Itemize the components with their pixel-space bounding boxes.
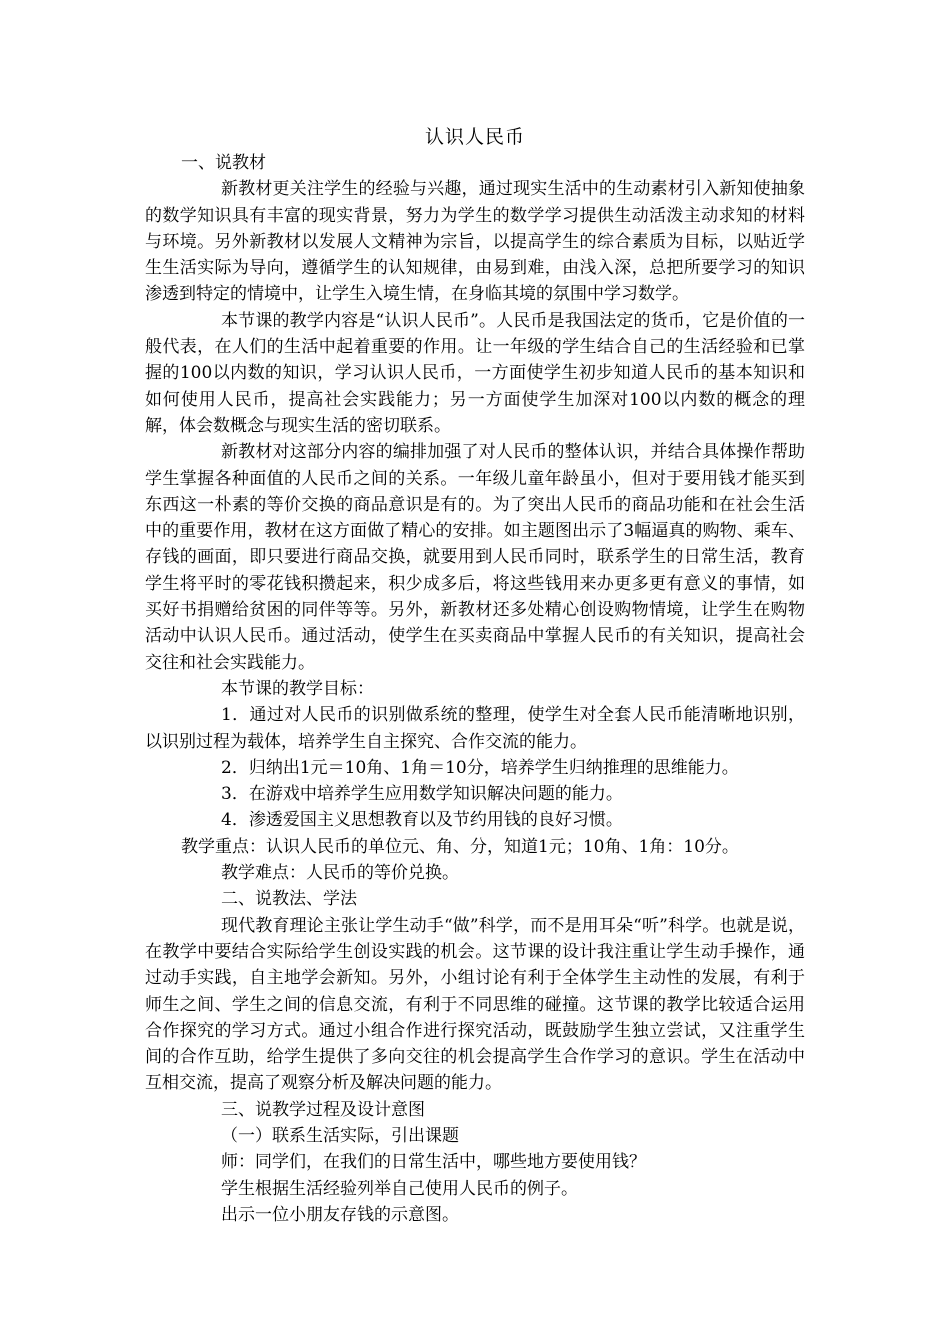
paragraph: 本节课的教学内容是“认识人民币”。人民币是我国法定的货币，它是价值的一般代表，在人们的生活中起着重要的作用。让一年级的学生结合自己的生活经验和已掌握的100以内数的知识，学习认识人民币，一方面使学生初步知道人民币的基本知识和如何使用人民币，提高社会实践能力；另一方面使学生加深对100以内数的概念的理解，体会数概念与现实生活的密切联系。 [145,310,805,436]
paragraph: 新教材对这部分内容的编排加强了对人民币的整体认识，并结合具体操作帮助学生掌握各种面值的人民币之间的关系。一年级儿童年龄虽小，但对于要用钱才能买到东西这一朴素的等价交换的商品意识是有的。为了突出人民币的商品功能和在社会生活中的重要作用，教材在这方面做了精心的安排。如主题图出示了3幅逼真的购物、乘车、存钱的画面，即只要进行商品交换，就要用到人民币同时，联系学生的日常生活，教育学生将平时的零花钱积攒起来，积少成多后，将这些钱用来办更多更有意义的事情，如买好书捐赠给贫困的同伴等等。另外，新教材还多处精心创设购物情境，让学生在购物活动中认识人民币。通过活动，使学生在买卖商品中掌握人民币的有关知识，提高社会交往和社会实践能力。 [145,442,805,673]
paragraph: 现代教育理论主张让学生动手“做”科学，而不是用耳朵“听”科学。也就是说，在教学中要结合实际给学生创设实践的机会。这节课的设计我注重让学生动手操作，通过动手实践，自主地学会新知。另外，小组讨论有利于全体学生主动性的发展，有利于师生之间、学生之间的信息交流，有利于不同思维的碰撞。这节课的教学比较适合运用合作探究的学习方式。通过小组合作进行探究活动，既鼓励学生独立尝试，又注重学生间的合作互助，给学生提供了多向交往的机会提高学生合作学习的意识。学生在活动中互相交流，提高了观察分析及解决问题的能力。 [145,915,805,1094]
paragraph: 教学重点：认识人民币的单位元、角、分，知道1元；10角、1角：10分。 [181,836,739,857]
paragraph: 师：同学们，在我们的日常生活中，哪些地方要使用钱？ [221,1152,646,1173]
paragraph: 三、说教学过程及设计意图 [221,1099,425,1120]
paragraph: 新教材更关注学生的经验与兴趣，通过现实生活中的生动素材引入新知使抽象的数学知识具有丰富的现实背景，努力为学生的数学学习提供生动活泼主动求知的材料与环境。另外新教材以发展人文精神为宗旨，以提高学生的综合素质为目标，以贴近学生生活实际为导向，遵循学生的认知规律，由易到难，由浅入深，总把所要学习的知识渗透到特定的情境中，让学生入境生情，在身临其境的氛围中学习数学。 [145,179,805,305]
paragraph: 教学难点：人民币的等价兑换。 [221,863,459,884]
document-body [145,150,805,1228]
paragraph: 2．归纳出1元＝10角、1角＝10分，培养学生归纳推理的思维能力。 [221,757,739,778]
paragraph: 二、说教法、学法 [221,889,357,910]
paragraph: 出示一位小朋友存钱的示意图。 [221,1204,459,1225]
paragraph: 4．渗透爱国主义思想教育以及节约用钱的良好习惯。 [221,810,623,831]
paragraph: 一、说教材 [181,153,266,173]
document-title: 认识人民币 [424,126,525,148]
paragraph: 1．通过对人民币的识别做系统的整理，使学生对全套人民币能清晰地识别，以识别过程为载体，培养学生自主探究、合作交流的能力。 [145,705,805,752]
paragraph: （一）联系生活实际，引出课题 [221,1125,459,1146]
paragraph: 本节课的教学目标： [221,678,374,699]
paragraph: 3．在游戏中培养学生应用数学知识解决问题的能力。 [221,784,623,805]
paragraph: 学生根据生活经验列举自己使用人民币的例子。 [221,1178,578,1199]
